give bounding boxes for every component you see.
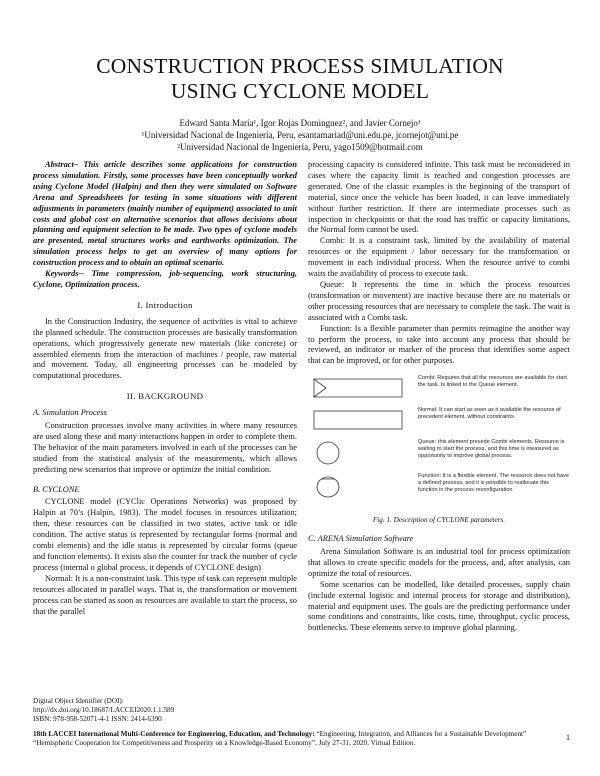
footer — [33, 697, 563, 748]
continuation-paragraph: processing capacity is considered infinite. This task must be reconsidered in cases where the capacity limit is reached and congestion processes are generated. One of the classic examples is the beginning of the transport of material, since once the vehicle has been loaded, it can leave immediately without further restriction. If there are intermediate processes such as inspection in checkpoints or that the road has traffic or capacity limitations, the Normal form cannot be used. — [308, 160, 570, 235]
figure-text-queue: Queue: this element precede Combi elements. Resource is waiting to start the process, and this time is measured as opportunity to improve global process. — [418, 439, 565, 460]
figure-text-function: Function: It is a flexible element. The resource does not have a defined process, and it is possible to reallocate this function in the process reconfiguration — [418, 473, 570, 494]
section-heading-background: II. BACKGROUND — [126, 391, 204, 402]
title-line-1: CONSTRUCTION PROCESS SIMULATION — [96, 54, 504, 78]
simulation-process-paragraph: Construction processes involve many activities in where many resources are used along these and many interactions happen in order to complete them. The behavior of the main parameters involved in each of the processes can be studied from the statistical analysis of the measurements, which allows predicting new scenarios that improve or optimize the initial condition. — [33, 421, 297, 474]
figure-row-function — [308, 473, 570, 501]
figure-text-normal: Normal: It can start as soon as it available the resource of precedent element, without constraints. — [418, 407, 561, 421]
function-symbol-icon — [312, 473, 404, 501]
right-column — [308, 160, 570, 634]
affiliation-1: ¹Universidad Nacional de Ingeniería, Peru, esantamariad@uni.edu.pe, jcornejot@uni.pe — [141, 130, 459, 140]
paper-title — [40, 54, 560, 104]
arena-paragraph-2: Some scenarios can be modelled, like detailed processes, supply chain (include external logistic and internal process for storage and distribution), material and equipment uses. The goals are the predicting performance under some conditions and constraints, like costs, time, throughput, cyclic process, bottlenecks. These elements serve to improve global planning. — [308, 579, 570, 633]
figure-row-normal — [308, 407, 570, 435]
subsection-simulation-process: A. Simulation Process — [33, 408, 107, 418]
combi-paragraph: Combi: It is a constraint task, limited by the availability of material resources or the equipment / labor necessary for the transformation or movement in each individual process. When the resource arrive to combi waits the availability of process to execute task. — [308, 236, 570, 279]
author-names: Edward Santa María¹, Igor Rojas Dominguez², and Javier Cornejo¹ — [179, 118, 421, 128]
conference-name: 18th LACCEI International Multi-Conference for Engineering, Education, and Technology: — [33, 730, 315, 738]
abstract: Abstract– This article describes some applications for construction process simulation. Firstly, some processes have been conceptually worked using Cyclone Model (Halpin) and then they were simulated on Software Arena and Spreadsheets for testing in some situations with different adjustments in parameters (mainly number of equipment) associated to unit costs and global cost on alternative scenarios that allows decisions about planning and equipment selection to be made. Two types of cyclone models are presented, metal structures works and earthworks optimization. The simulation process helps to get an overview of many options for construction process and to obtain an optimal scenario. — [33, 160, 297, 268]
left-column — [33, 160, 297, 617]
normal-paragraph: Normal: It is a non-constraint task. This type of task can represent multiple resources allocated in parallel ways. That is, the transformation or movement process can be started as soon as resources are available to start the process, so that the parallel — [33, 573, 297, 616]
figure-caption: Fig. 1. Description of CYCLONE parameters. — [372, 516, 506, 525]
figure-text-combi: Combi: Requires that all the resources are available for start the task. Is linked to the Queue element. — [418, 375, 567, 389]
isbn-issn: ISBN: 978-958-52071-4-1 ISSN: 2414-6390 — [33, 715, 162, 723]
figure-row-combi — [308, 375, 570, 403]
figure-row-queue — [308, 439, 570, 467]
doi-link[interactable]: http://dx.doi.org/10.18687/LACCEI2020.1.1.589 — [33, 706, 175, 714]
conference-info — [33, 730, 563, 748]
normal-symbol-icon — [312, 407, 404, 433]
combi-symbol-icon — [312, 375, 404, 401]
subsection-cyclone: B. CYCLONE — [33, 484, 80, 494]
arena-paragraph-1: Arena Simulation Software is an industrial tool for process optimization that allows to create specific models for the process, and, after analysis, can optimize the total of resources. — [308, 547, 570, 578]
conference-details: “Engineering, Integration, and Alliances for a Sustainable Development” “Hemispheric Cooperation for Competitiveness and Prosperity on a Knowledge-Based Economy”, July 27-31, 2020, Virtual Edition. — [33, 730, 527, 747]
page-number: 1 — [566, 733, 570, 742]
keywords: Keywords-- Time compression, job-sequencing, work structuring, Cyclone, Optimization process. — [33, 269, 297, 289]
section-heading-introduction: I. Introduction — [137, 299, 193, 310]
subsection-arena: C. ARENA Simulation Software — [308, 534, 414, 544]
affiliation-2: ²Universidad Nacional de Ingeniería, Peru, yago1509@hotmail.com — [177, 142, 423, 152]
intro-paragraph: In the Construction Industry, the sequence of activities is vital to achieve the planned schedule. The construction processes are basically transformation operations, which progressively generate new materials (like concrete) or assembled elements from the interaction of machines / people, raw material and movement. Today, all engineering processes can be modeled by computational procedures. — [33, 316, 297, 381]
author-block — [40, 117, 560, 153]
queue-symbol-icon — [312, 439, 404, 467]
figure-cyclone-elements — [308, 373, 570, 511]
doi-label: Digital Object Identifier (DOI): — [33, 697, 124, 705]
queue-paragraph: Queue: It represents the time in which the process resources (transformation or movement) are inactive because there are no materials or other processing resources that are necessary to complete the task. The wait is associated with a Combi task. — [308, 279, 570, 322]
cyclone-paragraph: CYCLONE model (CYClic Operations Networks) was proposed by Halpin at 70’s (Halpin, 1983). The model focuses in resources utilization; then, these resources can be classified in two states, active task or idle condition. The active status is represented by rectangular forms (normal and combi elements) and the idle status is represented by circular forms (queue and function elements). It exists also the counter for track the number of cycle process (internal o global process, it depends of CYCLONE design) — [33, 497, 297, 572]
function-paragraph: Function: Is a flexible parameter than permits reimagine the another way to perform the process, to take into account any process that should be reviewed, an indicator or marker of the process that identifies some aspect that can be improved, or for other purposes. — [308, 323, 570, 366]
title-line-2: USING CYCLONE MODEL — [170, 79, 430, 103]
